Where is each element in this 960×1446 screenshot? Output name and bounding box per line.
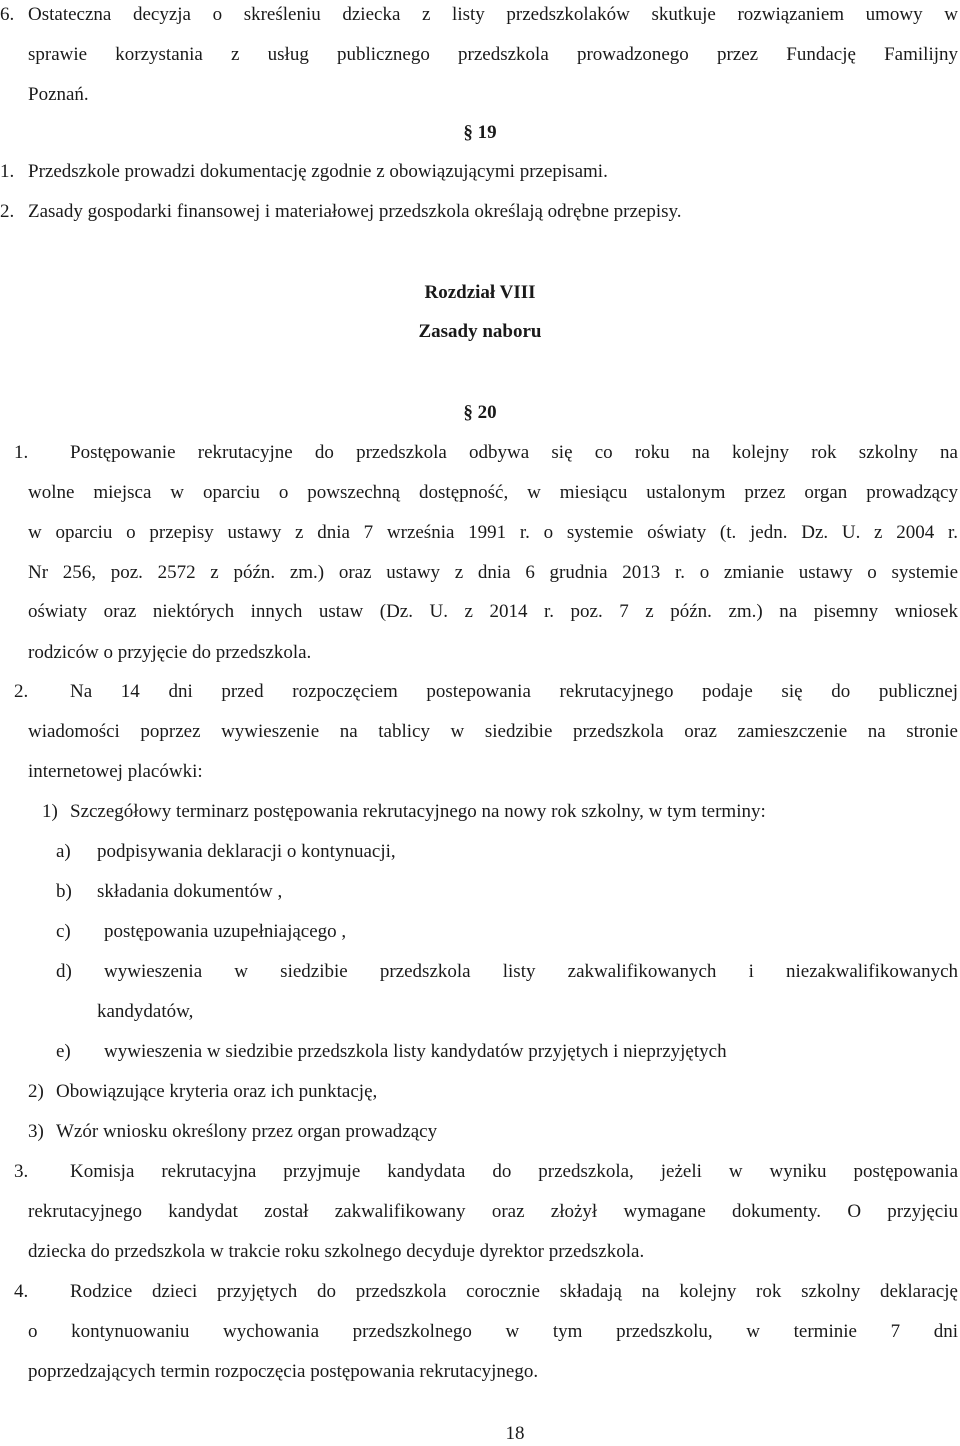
paragraph-number: 1. [14,442,29,463]
paragraph-line: rekrutacyjnego kandydat został zakwalifikowany oraz złożył wymagane dokumenty. O przyjęciu [28,1201,958,1222]
paragraph-number: 4. [14,1281,29,1302]
sublist-letter: d) [56,961,72,982]
sublist-text: składania dokumentów , [97,881,283,902]
paragraph-line: Komisja rekrutacyjna przyjmuje kandydata do przedszkola, jeżeli w wyniku postępowania [70,1161,958,1182]
paragraph-number: 6. [0,4,15,25]
list-number: 2) [28,1081,44,1102]
section-heading-20 [0,401,960,425]
page-number: 18 [505,1423,525,1444]
list-item-text: Przedszkole prowadzi dokumentację zgodnie z obowiązującymi przepisami. [28,161,608,182]
paragraph-line: Ostateczna decyzja o skreśleniu dziecka z listy przedszkolaków skutkuje rozwiązaniem umowy w [28,4,958,25]
section-heading-19 [0,121,960,145]
list-item-text: Wzór wniosku określony przez organ prowadzący [56,1121,438,1142]
section-number: 20 [477,402,497,423]
paragraph-line: Postępowanie rekrutacyjne do przedszkola odbywa się co roku na kolejny rok szkolny na [70,442,958,463]
paragraph-line: o kontynuowaniu wychowania przedszkolnego w tym przedszkolu, w terminie 7 dni [28,1321,958,1342]
sublist-text: wywieszenia w siedzibie przedszkola listy zakwalifikowanych i niezakwalifikowanych [104,961,958,982]
list-item-text: Zasady gospodarki finansowej i materiałowej przedszkola określają odrębne przepisy. [28,201,682,222]
paragraph-line: w oparciu o przepisy ustawy z dnia 7 września 1991 r. o systemie oświaty (t. jedn. Dz. U. z 2004 r. [28,522,958,543]
sublist-text: postępowania uzupełniającego , [104,921,347,942]
paragraph-line: internetowej placówki: [28,761,203,782]
paragraph-line: poprzedzających termin rozpoczęcia postępowania rekrutacyjnego. [28,1361,539,1382]
sublist-text: podpisywania deklaracji o kontynuacji, [97,841,396,862]
sublist-letter: e) [56,1041,71,1062]
sublist-letter: a) [56,841,71,862]
chapter-title: Rozdział VIII [424,282,536,303]
section-number: 19 [477,122,497,143]
paragraph-line: Rodzice dzieci przyjętych do przedszkola corocznie składają na kolejny rok szkolny deklarację [70,1281,958,1302]
paragraph-line: Nr 256, poz. 2572 z późn. zm.) oraz ustawy z dnia 6 grudnia 2013 r. o zmianie ustawy o systemie [28,562,958,583]
paragraph-line: wolne miejsca w oparciu o powszechną dostępność, w miesiącu ustalonym przez organ prowadzący [28,482,958,503]
list-item-text: Obowiązujące kryteria oraz ich punktację, [56,1081,378,1102]
sublist-text: wywieszenia w siedzibie przedszkola listy kandydatów przyjętych i nieprzyjętych [104,1041,727,1062]
sublist-letter: b) [56,881,72,902]
list-number: 1. [0,161,15,182]
paragraph-line: Poznań. [28,84,89,105]
paragraph-line: oświaty oraz niektórych innych ustaw (Dz. U. z 2014 r. poz. 7 z późn. zm.) na pisemny wniosek [28,601,958,622]
list-item-text: Szczegółowy terminarz postępowania rekrutacyjnego na nowy rok szkolny, w tym terminy: [70,801,766,822]
paragraph-line: rodziców o przyjęcie do przedszkola. [28,642,312,663]
paragraph-line: dziecka do przedszkola w trakcie roku szkolnego decyduje dyrektor przedszkola. [28,1241,645,1262]
chapter-subtitle: Zasady naboru [418,321,542,342]
paragraph-line: Na 14 dni przed rozpoczęciem postepowania rekrutacyjnego podaje się do publicznej [70,681,958,702]
paragraph-number: 2. [14,681,29,702]
list-number: 2. [0,201,15,222]
section-sign: § [463,122,473,143]
list-number: 1) [42,801,58,822]
section-sign: § [463,402,473,423]
sublist-text-continuation: kandydatów, [97,1001,194,1022]
list-number: 3) [28,1121,44,1142]
paragraph-number: 3. [14,1161,29,1182]
sublist-letter: c) [56,921,71,942]
paragraph-line: sprawie korzystania z usług publicznego przedszkola prowadzonego przez Fundację Familijny [28,44,958,65]
paragraph-line: wiadomości poprzez wywieszenie na tablicy w siedzibie przedszkola oraz zamieszczenie na stronie [28,721,958,742]
